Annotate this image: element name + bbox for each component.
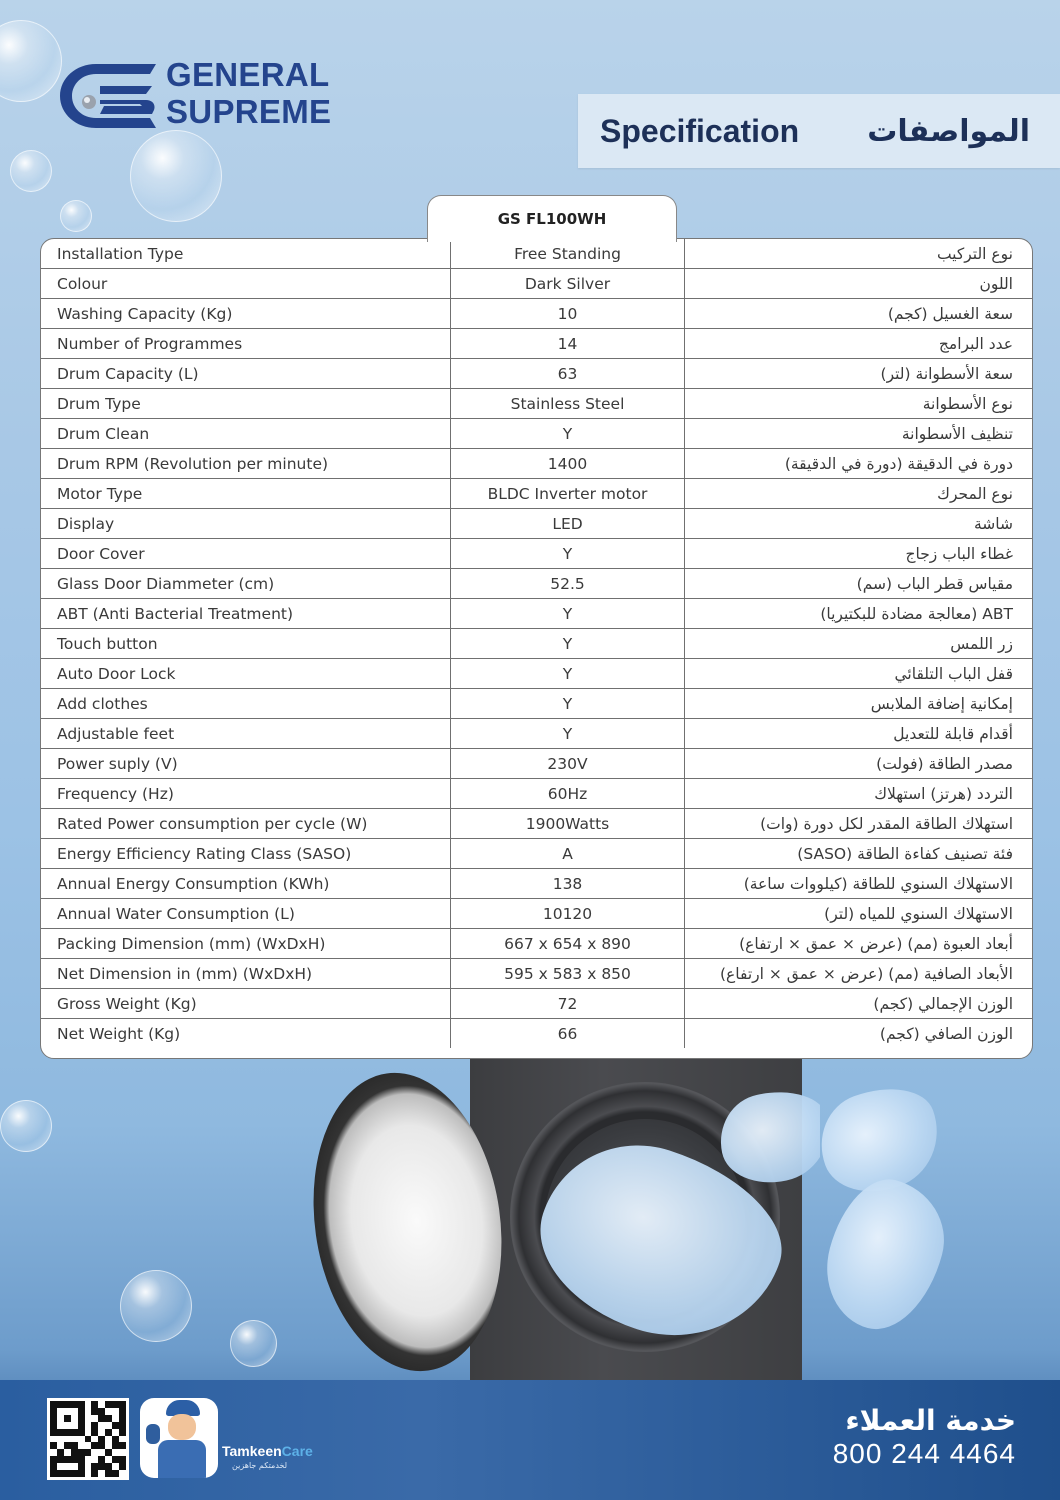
spec-value: Y <box>451 419 685 449</box>
service-brand-logo <box>222 1443 313 1459</box>
spec-label-en: Number of Programmes <box>41 329 451 359</box>
table-row <box>41 989 1032 1019</box>
spec-label-ar: أقدام قابلة للتعديل <box>685 719 1033 749</box>
spec-label-en: Annual Water Consumption (L) <box>41 899 451 929</box>
spec-value: Y <box>451 659 685 689</box>
spec-value: 138 <box>451 869 685 899</box>
service-brand-part1: Tamkeen <box>222 1443 282 1459</box>
table-row <box>41 359 1032 389</box>
bubble-decoration <box>230 1320 277 1367</box>
bubble-decoration <box>0 20 62 102</box>
spec-value: 230V <box>451 749 685 779</box>
table-row <box>41 449 1032 479</box>
spec-label-ar: الأبعاد الصافية (مم) (عرض × عمق × ارتفاع) <box>685 959 1033 989</box>
spec-label-en: Frequency (Hz) <box>41 779 451 809</box>
bubble-decoration <box>10 150 52 192</box>
spec-label-ar: الاستهلاك السنوي للمياه (لتر) <box>685 899 1033 929</box>
service-mascot-icon <box>140 1398 218 1478</box>
model-name-tab: GS FL100WH <box>427 195 677 242</box>
table-row <box>41 749 1032 779</box>
spec-value: Y <box>451 689 685 719</box>
spec-label-ar: الوزن الإجمالي (كجم) <box>685 989 1033 1019</box>
table-row <box>41 269 1032 299</box>
spec-label-en: Annual Energy Consumption (KWh) <box>41 869 451 899</box>
table-row <box>41 899 1032 929</box>
cloth-decoration <box>812 1168 957 1341</box>
spec-label-en: Drum RPM (Revolution per minute) <box>41 449 451 479</box>
brand-name-line2: SUPREME <box>166 93 332 130</box>
spec-label-ar: عدد البرامج <box>685 329 1033 359</box>
spec-label-ar: مصدر الطاقة (فولت) <box>685 749 1033 779</box>
specification-header <box>578 94 1060 168</box>
service-tagline: لخدمتكم جاهزين <box>232 1461 288 1470</box>
spec-label-ar: سعة الغسيل (كجم) <box>685 299 1033 329</box>
spec-label-en: Washing Capacity (Kg) <box>41 299 451 329</box>
spec-label-ar: غطاء الباب زجاج <box>685 539 1033 569</box>
spec-label-en: Door Cover <box>41 539 451 569</box>
spec-label-en: Adjustable feet <box>41 719 451 749</box>
spec-value: Y <box>451 599 685 629</box>
spec-value: 10120 <box>451 899 685 929</box>
customer-service-label: خدمة العملاء <box>845 1404 1016 1437</box>
spec-label-en: Rated Power consumption per cycle (W) <box>41 809 451 839</box>
spec-value: 14 <box>451 329 685 359</box>
spec-value: Y <box>451 719 685 749</box>
spec-value: 1400 <box>451 449 685 479</box>
table-row <box>41 389 1032 419</box>
spec-label-ar: اللون <box>685 269 1033 299</box>
spec-label-en: Net Weight (Kg) <box>41 1019 451 1049</box>
spec-label-ar: الاستهلاك السنوي للطاقة (كيلووات ساعة) <box>685 869 1033 899</box>
table-row <box>41 779 1032 809</box>
brand-logo <box>56 56 356 136</box>
bubble-decoration <box>0 1100 52 1152</box>
spec-label-en: Net Dimension in (mm) (WxDxH) <box>41 959 451 989</box>
spec-label-en: Power suply (V) <box>41 749 451 779</box>
spec-label-ar: استهلاك الطاقة المقدر لكل دورة (وات) <box>685 809 1033 839</box>
spec-label-ar: أبعاد العبوة (مم) (عرض × عمق × ارتفاع) <box>685 929 1033 959</box>
spec-value: Dark Silver <box>451 269 685 299</box>
page-title-en: Specification <box>600 112 800 149</box>
customer-service-phone[interactable]: 800 244 4464 <box>832 1438 1016 1469</box>
spec-label-ar: تنظيف الأسطوانة <box>685 419 1033 449</box>
spec-label-en: Colour <box>41 269 451 299</box>
spec-label-ar: مقياس قطر الباب (سم) <box>685 569 1033 599</box>
spec-label-ar: إمكانية إضافة الملابس <box>685 689 1033 719</box>
spec-value: 595 x 583 x 850 <box>451 959 685 989</box>
spec-label-ar: التردد (هرتز) استهلاك <box>685 779 1033 809</box>
spec-label-ar: نوع المحرك <box>685 479 1033 509</box>
table-row <box>41 509 1032 539</box>
spec-value: 1900Watts <box>451 809 685 839</box>
table-row <box>41 719 1032 749</box>
spec-label-en: Drum Capacity (L) <box>41 359 451 389</box>
qr-code-icon[interactable] <box>47 1398 129 1480</box>
spec-value: 667 x 654 x 890 <box>451 929 685 959</box>
spec-value: A <box>451 839 685 869</box>
gs-logo-icon <box>56 62 160 130</box>
spec-value: Free Standing <box>451 239 685 269</box>
table-row <box>41 809 1032 839</box>
spec-label-ar: دورة في الدقيقة (دورة في الدقيقة) <box>685 449 1033 479</box>
spec-value: Y <box>451 539 685 569</box>
spec-label-en: Drum Clean <box>41 419 451 449</box>
spec-value: 63 <box>451 359 685 389</box>
spec-label-ar: قفل الباب التلقائي <box>685 659 1033 689</box>
spec-label-en: Glass Door Diammeter (cm) <box>41 569 451 599</box>
spec-value: 52.5 <box>451 569 685 599</box>
spec-label-ar: زر اللمس <box>685 629 1033 659</box>
table-row <box>41 959 1032 989</box>
brand-name-line1: GENERAL <box>166 56 330 93</box>
table-row <box>41 629 1032 659</box>
spec-value: 10 <box>451 299 685 329</box>
table-row <box>41 689 1032 719</box>
spec-label-en: Installation Type <box>41 239 451 269</box>
table-row <box>41 869 1032 899</box>
table-row <box>41 599 1032 629</box>
spec-table <box>40 238 1033 1059</box>
spec-label-ar: الوزن الصافي (كجم) <box>879 1024 1013 1043</box>
bubble-decoration <box>130 130 222 222</box>
spec-value: Y <box>451 629 685 659</box>
table-row <box>41 329 1032 359</box>
spec-label-en: Gross Weight (Kg) <box>41 989 451 1019</box>
spec-label-en: Drum Type <box>41 389 451 419</box>
table-row <box>41 419 1032 449</box>
table-row <box>41 569 1032 599</box>
table-row <box>41 539 1032 569</box>
table-row <box>41 1019 1032 1049</box>
table-row <box>41 659 1032 689</box>
spec-label-en: ABT (Anti Bacterial Treatment) <box>41 599 451 629</box>
spec-label-ar: فئة تصنيف كفاءة الطاقة (SASO) <box>685 839 1033 869</box>
table-row <box>41 239 1032 269</box>
service-brand-part2: Care <box>281 1443 313 1459</box>
table-row <box>41 479 1032 509</box>
spec-label-ar: نوع التركيب <box>685 239 1033 269</box>
spec-label-en: Motor Type <box>41 479 451 509</box>
spec-value: 66 <box>451 1019 685 1049</box>
spec-label-en: Packing Dimension (mm) (WxDxH) <box>41 929 451 959</box>
spec-label-ar: نوع الأسطوانة <box>685 389 1033 419</box>
bubble-decoration <box>60 200 92 232</box>
spec-value: 72 <box>451 989 685 1019</box>
spec-label-ar: سعة الأسطوانة (لتر) <box>685 359 1033 389</box>
table-row <box>41 839 1032 869</box>
spec-label-en: Auto Door Lock <box>41 659 451 689</box>
spec-label-en: Display <box>41 509 451 539</box>
spec-value: LED <box>451 509 685 539</box>
table-row <box>41 929 1032 959</box>
spec-label-en: Add clothes <box>41 689 451 719</box>
spec-label-ar: شاشة <box>685 509 1033 539</box>
washing-machine-image <box>300 1057 820 1380</box>
spec-label-en: Energy Efficiency Rating Class (SASO) <box>41 839 451 869</box>
page-title-ar: المواصفات <box>867 113 1030 149</box>
spec-value: Stainless Steel <box>451 389 685 419</box>
table-row <box>41 299 1032 329</box>
spec-value: 60Hz <box>451 779 685 809</box>
spec-value: BLDC Inverter motor <box>451 479 685 509</box>
spec-label-ar: ABT (معالجة مضادة للبكتيريا) <box>685 599 1033 629</box>
bubble-decoration <box>120 1270 192 1342</box>
spec-label-en: Touch button <box>41 629 451 659</box>
